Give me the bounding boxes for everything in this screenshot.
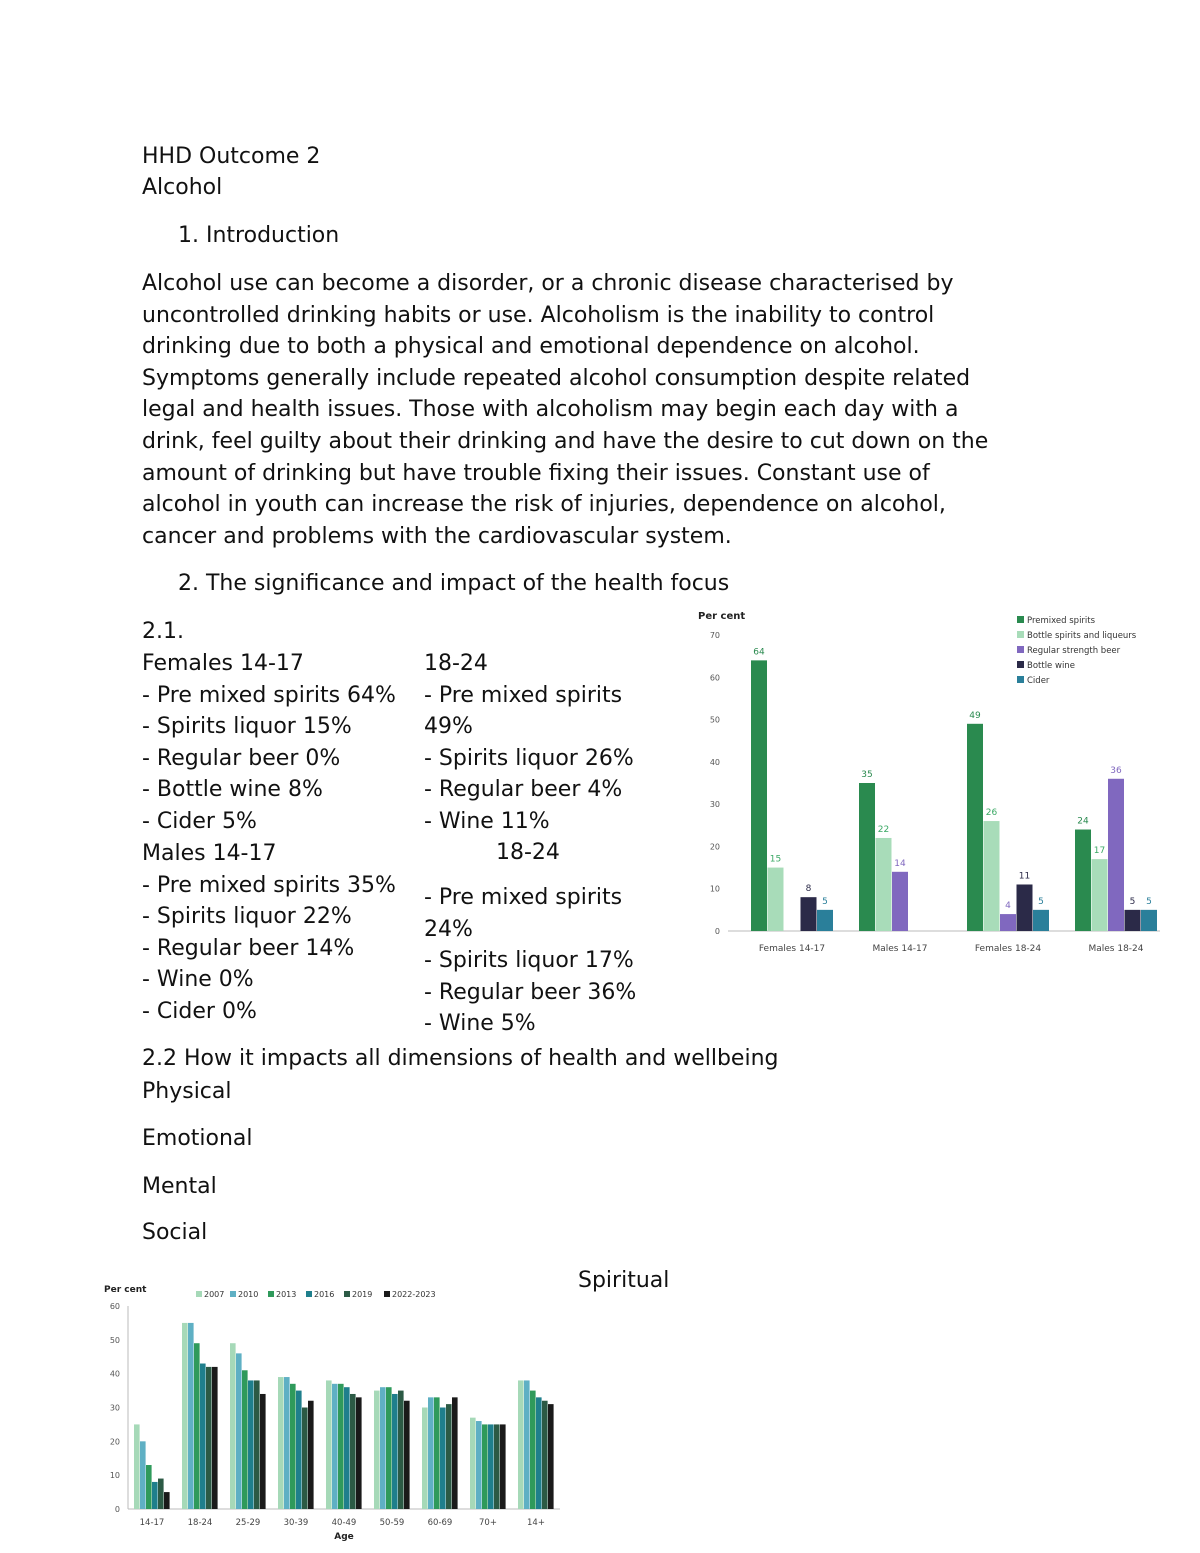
bar [542,1401,548,1509]
bar [236,1353,242,1509]
bar [134,1424,140,1509]
drinking-trend-by-age-chart [98,1278,572,1548]
y-tick-label: 40 [709,757,720,767]
bar [434,1397,440,1509]
bar [876,838,892,931]
legend-swatch [306,1291,312,1297]
list-item: - Wine 11% [424,808,550,834]
bar [892,872,908,931]
bar [212,1367,218,1509]
bar [1033,910,1049,931]
bar [984,821,1000,931]
bar [326,1380,332,1509]
bar [152,1482,158,1509]
bar [308,1401,314,1509]
bar [500,1424,506,1509]
x-tick-label: 40-49 [331,1518,357,1528]
list-item: - Bottle wine 8% [142,777,323,802]
legend-swatch [1017,646,1024,653]
x-tick-label: 50-59 [379,1518,405,1528]
list-item: - Spirits liquor 26% [424,745,634,771]
data-label: 5 [1038,896,1044,907]
bar [524,1380,530,1509]
legend-swatch [384,1291,390,1297]
y-tick-label: 30 [109,1403,120,1413]
data-label: 8 [805,884,812,895]
y-tick-label: 50 [109,1335,120,1345]
dimension-physical: Physical [142,1079,232,1104]
x-tick-label: Females 14-17 [758,944,826,954]
y-tick-label: 50 [709,715,720,725]
bar [440,1408,446,1510]
list-heading: 18-24 [496,840,560,865]
legend-label: 2019 [352,1290,373,1299]
intro-line: amount of drinking but have trouble fixing their issues. Constant use of [142,460,930,486]
x-axis-label: Age [334,1532,354,1542]
bar [530,1391,536,1509]
intro-line: Alcohol use can become a disorder, or a chronic disease characterised by [142,271,954,296]
list-item: - Pre mixed spirits 35% [142,872,396,898]
intro-line: drink, feel guilty about their drinking and have the desire to cut down on the [142,428,989,454]
list-item: - Wine 0% [142,967,254,992]
x-tick-label: Males 14-17 [872,944,928,954]
data-label: 64 [753,647,765,658]
list-item: - Spirits liquor 15% [142,714,352,739]
intro-line: uncontrolled drinking habits or use. Alcoholism is the inability to control [142,302,935,328]
bar [260,1394,266,1509]
y-tick-label: 30 [709,800,720,810]
x-tick-label: 18-24 [187,1518,213,1528]
dimension-social: Social [142,1220,208,1245]
list-item: - Spirits liquor 22% [142,904,352,929]
list-item: - Regular beer 14% [142,935,355,961]
bar [404,1401,410,1509]
y-tick-label: 0 [714,927,720,936]
data-label: 5 [1146,896,1152,907]
x-tick-label: 60-69 [427,1518,453,1528]
y-tick-label: 40 [109,1369,120,1379]
bar [350,1394,356,1509]
list-item: - Regular beer 4% [424,777,623,802]
list-item: - Cider 5% [142,808,257,834]
bar [817,910,833,931]
data-label: 15 [769,854,782,865]
bar [488,1424,494,1509]
females-14-17-list [142,648,396,837]
bar [1092,859,1108,931]
intro-line: cancer and problems with the cardiovascular system. [142,523,732,549]
bar [482,1424,488,1509]
legend-label: Regular strength beer [1027,646,1121,656]
data-label: 36 [1110,765,1122,776]
legend-label: 2022-2023 [392,1290,436,1299]
x-tick-label: 14-17 [139,1518,165,1528]
females-18-24-list [424,648,634,837]
bar [386,1387,392,1509]
bar [518,1380,524,1509]
intro-line: alcohol in youth can increase the risk of injuries, dependence on alcohol, [142,492,946,518]
bar [1108,779,1124,931]
legend-swatch [344,1291,350,1297]
bar [398,1391,404,1509]
intro-paragraph [142,268,1082,552]
bar [374,1391,380,1509]
bar [446,1404,452,1509]
y-tick-label: 70 [709,631,720,640]
x-tick-label: Males 18-24 [1088,944,1144,954]
list-item: 49% [424,714,473,739]
legend-label: 2016 [314,1290,335,1299]
bar [1141,910,1157,931]
list-item: - Pre mixed spirits [424,885,623,910]
bar [768,868,784,931]
data-label: 17 [1093,846,1106,857]
legend-swatch [230,1291,236,1297]
list-heading: 18-24 [424,651,488,676]
bar [200,1364,206,1509]
x-tick-label: 30-39 [283,1518,309,1528]
bar [182,1323,188,1509]
bar [967,724,983,931]
data-label: 24 [1077,816,1089,827]
list-item: - Pre mixed spirits 64% [142,682,396,708]
bar [158,1479,164,1509]
bar [1075,830,1091,931]
legend-label: 2007 [204,1290,225,1299]
y-tick-label: 10 [109,1471,120,1481]
data-label: 26 [985,808,998,819]
bar [392,1394,398,1509]
legend-label: Bottle spirits and liqueurs [1027,631,1137,641]
bar [296,1391,302,1509]
y-tick-label: 10 [709,884,720,894]
bar [428,1397,434,1509]
intro-line: legal and health issues. Those with alcoholism may begin each day with a [142,397,959,423]
y-tick-label: 20 [109,1437,120,1447]
legend-label: Cider [1027,676,1050,686]
data-label: 5 [822,896,828,907]
bar [242,1370,248,1509]
y-axis-label: Per cent [104,1285,147,1295]
legend-label: Premixed spirits [1027,616,1096,626]
bar [859,783,875,931]
subsection-2-2: 2.2 How it impacts all dimensions of health and wellbeing [142,1046,779,1071]
doc-subtitle: Alcohol [142,175,223,200]
bar [248,1380,254,1509]
section-2-heading: 2. The significance and impact of the health focus [178,571,730,596]
y-tick-label: 0 [114,1505,120,1514]
y-tick-label: 20 [709,842,720,852]
legend-swatch [1017,631,1024,638]
bar [476,1421,482,1509]
bar [344,1387,350,1509]
legend-swatch [1017,676,1024,683]
bar [302,1408,308,1510]
list-item: - Regular beer 36% [424,979,637,1005]
bar [801,897,817,931]
list-item: - Wine 5% [424,1011,536,1036]
bar [452,1397,458,1509]
data-label: 5 [1129,896,1136,907]
y-tick-label: 60 [109,1302,120,1311]
bar [422,1408,428,1510]
bar [278,1377,284,1509]
legend-swatch [1017,616,1024,623]
legend-label: 2010 [238,1290,259,1299]
doc-title: HHD Outcome 2 [142,144,321,169]
bar [206,1367,212,1509]
legend-swatch [268,1291,274,1297]
legend-swatch [1017,661,1024,668]
data-label: 49 [969,710,981,721]
data-label: 35 [861,770,873,780]
x-tick-label: Females 18-24 [974,944,1042,954]
bar [284,1377,290,1509]
list-item: - Regular beer 0% [142,745,341,771]
bar [194,1343,200,1509]
x-tick-label: 70+ [479,1518,497,1528]
x-tick-label: 14+ [527,1518,545,1528]
bar [254,1380,260,1509]
data-label: 22 [877,824,890,835]
legend-label: 2013 [276,1290,297,1299]
bar [230,1343,236,1509]
bar [140,1441,146,1509]
y-tick-label: 60 [709,673,720,683]
males-18-24-list [424,882,636,1040]
legend-label: Bottle wine [1027,661,1075,671]
bar [290,1384,296,1509]
intro-line: Symptoms generally include repeated alcohol consumption despite related [142,365,971,391]
bar [338,1384,344,1509]
bar [548,1404,554,1509]
dimension-spiritual: Spiritual [578,1268,670,1293]
data-label: 14 [894,858,906,869]
list-item: - Spirits liquor 17% [424,948,634,973]
bar [188,1323,194,1509]
drinks-by-age-sex-chart [690,602,1170,964]
subsection-2-1: 2.1. [142,619,184,644]
bar [1017,884,1033,931]
bar [1125,910,1141,931]
bar [536,1397,542,1509]
x-tick-label: 25-29 [235,1518,261,1528]
bar [332,1384,338,1509]
dimension-emotional: Emotional [142,1126,253,1151]
list-heading: Males 14-17 [142,841,277,866]
list-item: - Pre mixed spirits [424,682,623,708]
bar [164,1492,170,1509]
legend-swatch [196,1291,202,1297]
intro-line: drinking due to both a physical and emotional dependence on alcohol. [142,334,920,360]
list-item: 24% [424,916,473,942]
section-1-heading: 1. Introduction [178,223,340,248]
bar [751,660,767,931]
y-axis-label: Per cent [698,611,746,622]
data-label: 11 [1018,871,1031,882]
males-14-17-list [142,838,396,1027]
bar [356,1397,362,1509]
bar [1000,914,1016,931]
data-label: 4 [1005,901,1011,912]
list-heading: Females 14-17 [142,651,304,676]
bar [380,1387,386,1509]
bar [470,1418,476,1509]
dimension-mental: Mental [142,1174,217,1199]
bar [494,1424,500,1509]
bar [146,1465,152,1509]
list-item: - Cider 0% [142,998,257,1024]
